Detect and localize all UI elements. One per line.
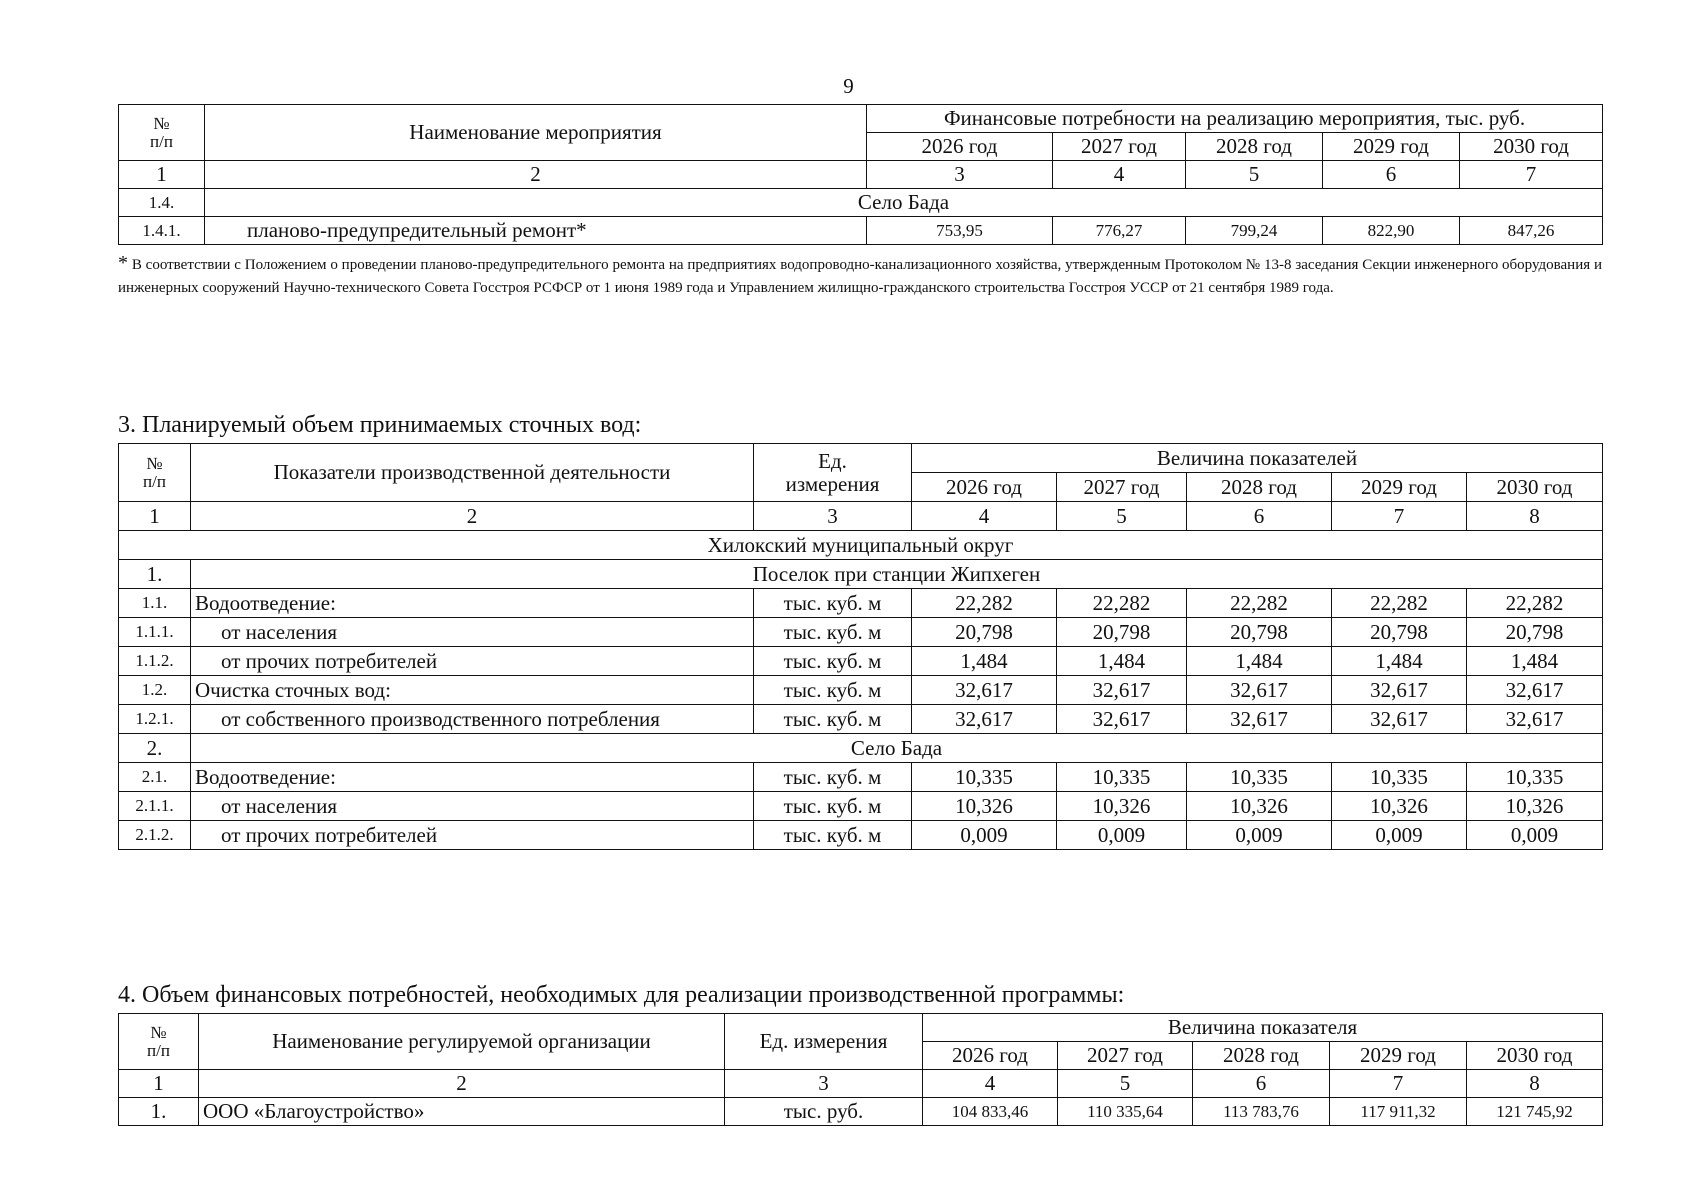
row-num: 1.4.1. [119,217,205,245]
table-row [119,647,1603,676]
column-number: 1 [119,502,191,531]
row-name: Водоотведение: [191,763,754,792]
row-unit: тыс. куб. м [754,647,912,676]
section3-title: 3. Планируемый объем принимаемых сточных вод: [118,412,642,438]
column-number: 8 [1467,502,1603,531]
row-value: 32,617 [1057,676,1187,705]
table-row [119,705,1603,734]
row-num: 2.1.1. [119,792,191,821]
column-number: 4 [912,502,1057,531]
header-year: 2028 год [1186,133,1323,161]
row-value: 22,282 [1057,589,1187,618]
row-unit: тыс. руб. [725,1098,923,1126]
row-value: 121 745,92 [1467,1098,1603,1126]
row-value: 753,95 [867,217,1053,245]
row-value: 10,335 [1187,763,1332,792]
financial-needs-table [118,1013,1603,1126]
row-name: ООО «Благоустройство» [199,1098,725,1126]
header-unit: Ед. измерения [754,444,912,502]
table-row [119,1098,1603,1126]
header-year: 2026 год [923,1042,1058,1070]
header-year: 2027 год [1058,1042,1193,1070]
header-year: 2030 год [1467,1042,1603,1070]
header-year: 2026 год [867,133,1053,161]
column-number: 3 [867,161,1053,189]
page-number: 9 [843,74,854,98]
header-year: 2029 год [1330,1042,1467,1070]
row-value: 1,484 [1057,647,1187,676]
row-value: 22,282 [1332,589,1467,618]
row-value: 32,617 [1332,705,1467,734]
row-value: 20,798 [1187,618,1332,647]
column-number: 2 [191,502,754,531]
row-name: от населения [191,618,754,647]
row-unit: тыс. куб. м [754,792,912,821]
row-value: 10,335 [1332,763,1467,792]
column-number: 6 [1323,161,1460,189]
group-num: 2. [119,734,191,763]
row-value: 0,009 [912,821,1057,850]
header-name: Наименование мероприятия [205,105,867,161]
header-name: Наименование регулируемой организации [199,1014,725,1070]
column-number: 7 [1330,1070,1467,1098]
row-num: 1.2.1. [119,705,191,734]
column-number: 7 [1332,502,1467,531]
row-num: 1.1. [119,589,191,618]
row-unit: тыс. куб. м [754,618,912,647]
row-value: 20,798 [1332,618,1467,647]
row-value: 32,617 [912,676,1057,705]
row-value: 10,335 [912,763,1057,792]
header-year: 2030 год [1460,133,1603,161]
column-number: 6 [1187,502,1332,531]
row-value: 20,798 [1467,618,1603,647]
column-number: 1 [119,1070,199,1098]
row-value: 0,009 [1332,821,1467,850]
column-number: 5 [1057,502,1187,531]
header-year: 2028 год [1187,473,1332,502]
wastewater-table [118,443,1603,850]
column-number: 4 [1053,161,1186,189]
group-num: 1. [119,560,191,589]
row-name: планово-предупредительный ремонт* [205,217,867,245]
row-value: 20,798 [912,618,1057,647]
section4-title: 4. Объем финансовых потребностей, необходимых для реализации производственной программы: [118,982,1125,1008]
header-year: 2026 год [912,473,1057,502]
row-num: 1.1.1. [119,618,191,647]
section-num: 1.4. [119,189,205,217]
column-number: 7 [1460,161,1603,189]
column-number: 8 [1467,1070,1603,1098]
row-value: 32,617 [1332,676,1467,705]
column-number: 3 [754,502,912,531]
column-number: 3 [725,1070,923,1098]
column-number: 2 [205,161,867,189]
row-value: 22,282 [912,589,1057,618]
row-unit: тыс. куб. м [754,821,912,850]
group-row [119,734,1603,763]
column-number: 5 [1058,1070,1193,1098]
column-number: 6 [1193,1070,1330,1098]
section-title: Село Бада [205,189,1603,217]
measures-table [118,104,1603,245]
table-row [119,821,1603,850]
row-value: 32,617 [1187,676,1332,705]
row-unit: тыс. куб. м [754,705,912,734]
row-value: 1,484 [1467,647,1603,676]
row-value: 0,009 [1187,821,1332,850]
row-unit: тыс. куб. м [754,763,912,792]
row-value: 32,617 [912,705,1057,734]
row-num: 2.1.2. [119,821,191,850]
column-number: 4 [923,1070,1058,1098]
header-num: № п/п [119,1014,199,1070]
row-value: 10,326 [1187,792,1332,821]
row-value: 1,484 [1332,647,1467,676]
header-name: Показатели производственной деятельности [191,444,754,502]
row-value: 32,617 [1187,705,1332,734]
row-value: 799,24 [1186,217,1323,245]
table-row [119,589,1603,618]
row-num: 1. [119,1098,199,1126]
table-row [119,676,1603,705]
row-name: от населения [191,792,754,821]
row-value: 10,335 [1057,763,1187,792]
row-unit: тыс. куб. м [754,589,912,618]
header-num: № п/п [119,444,191,502]
row-value: 776,27 [1053,217,1186,245]
row-value: 32,617 [1467,676,1603,705]
header-unit: Ед. измерения [725,1014,923,1070]
header-year: 2027 год [1053,133,1186,161]
header-group: Финансовые потребности на реализацию мероприятия, тыс. руб. [867,105,1603,133]
group-title: Село Бада [191,734,1603,763]
row-value: 822,90 [1323,217,1460,245]
row-name: Очистка сточных вод: [191,676,754,705]
row-value: 10,326 [1057,792,1187,821]
footnote-star: * [118,252,128,274]
row-value: 0,009 [1057,821,1187,850]
row-value: 32,617 [1057,705,1187,734]
row-value: 117 911,32 [1330,1098,1467,1126]
row-value: 113 783,76 [1193,1098,1330,1126]
column-number: 5 [1186,161,1323,189]
table-row [119,618,1603,647]
table-row [119,217,1603,245]
row-name: от прочих потребителей [191,821,754,850]
header-year: 2027 год [1057,473,1187,502]
row-num: 1.2. [119,676,191,705]
row-value: 22,282 [1467,589,1603,618]
row-num: 2.1. [119,763,191,792]
row-num: 1.1.2. [119,647,191,676]
header-year: 2029 год [1332,473,1467,502]
row-value: 1,484 [1187,647,1332,676]
row-value: 847,26 [1460,217,1603,245]
header-year: 2028 год [1193,1042,1330,1070]
row-name: от прочих потребителей [191,647,754,676]
column-number: 2 [199,1070,725,1098]
row-value: 10,335 [1467,763,1603,792]
group-row [119,560,1603,589]
column-number: 1 [119,161,205,189]
header-num: № п/п [119,105,205,161]
row-value: 20,798 [1057,618,1187,647]
header-group: Величина показателей [912,444,1603,473]
row-value: 104 833,46 [923,1098,1058,1126]
header-group: Величина показателя [923,1014,1603,1042]
header-year: 2029 год [1323,133,1460,161]
group-title: Поселок при станции Жипхеген [191,560,1603,589]
row-value: 10,326 [1467,792,1603,821]
header-year: 2030 год [1467,473,1603,502]
row-name: Водоотведение: [191,589,754,618]
row-value: 10,326 [1332,792,1467,821]
row-value: 0,009 [1467,821,1603,850]
table-row [119,792,1603,821]
row-unit: тыс. куб. м [754,676,912,705]
footnote [118,252,1602,300]
row-name: от собственного производственного потребления [191,705,754,734]
table-row [119,763,1603,792]
row-value: 110 335,64 [1058,1098,1193,1126]
row-value: 32,617 [1467,705,1603,734]
row-value: 10,326 [912,792,1057,821]
district-title: Хилокский муниципальный округ [119,531,1603,560]
footnote-text: В соответствии с Положением о проведении планово-предупредительного ремонта на предприятиях водопроводно-канализационного хозяйства, утвержденным Протоколом № 13-8 заседания Секции инженерного оборудования и инженерных сооружений Научно-технического Совета Госстроя РСФСР от 1 июня 1989 года и Управлением жилищно-гражданского строительства Госстроя УССР от 21 сентября 1989 года. [118,257,1602,296]
row-value: 22,282 [1187,589,1332,618]
row-value: 1,484 [912,647,1057,676]
